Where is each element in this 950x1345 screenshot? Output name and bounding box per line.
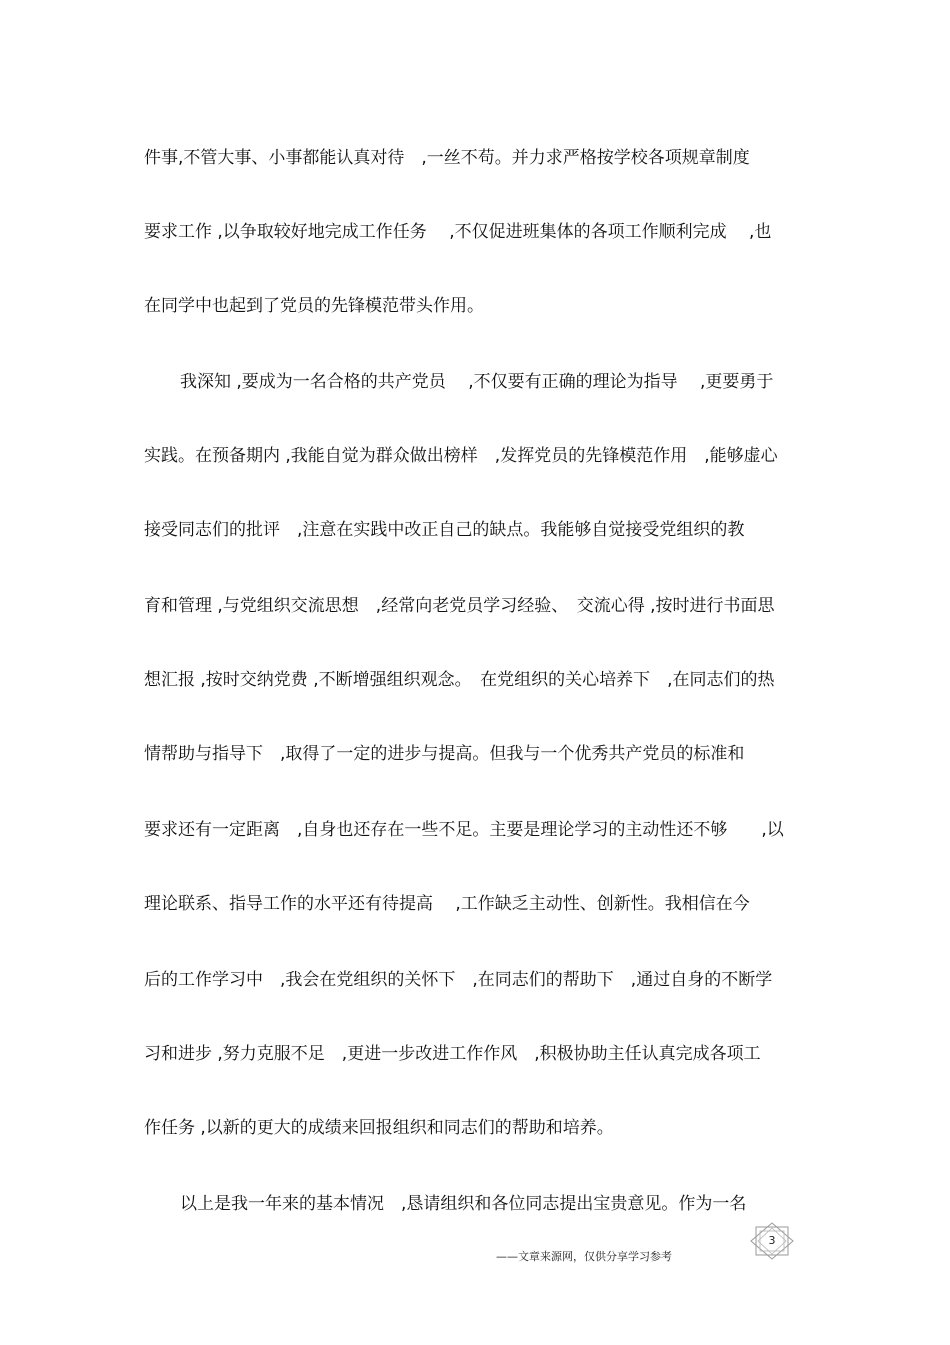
body-line-4: 我深知 ,要成为一名合格的共产党员 ,不仅要有正确的理论为指导 ,更要勇于 [180, 372, 774, 392]
source-note: ——文章来源网，仅供分享学习参考 [496, 1250, 672, 1263]
body-line-14: 作任务 ,以新的更大的成绩来回报组织和同志们的帮助和培养。 [144, 1118, 614, 1138]
body-line-8: 想汇报 ,按时交纳党费 ,不断增强组织观念。 在党组织的关心培养下 ,在同志们的热 [144, 670, 775, 690]
body-line-13: 习和进步 ,努力克服不足 ,更进一步改进工作作风 ,积极协助主任认真完成各项工 [144, 1044, 761, 1064]
body-line-6: 接受同志们的批评 ,注意在实践中改正自己的缺点。我能够自觉接受党组织的教 [144, 520, 745, 540]
body-line-15: 以上是我一年来的基本情况 ,恳请组织和各位同志提出宝贵意见。作为一名 [180, 1194, 747, 1214]
body-line-2: 要求工作 ,以争取较好地完成工作任务 ,不仅促进班集体的各项工作顺利完成 ,也 [144, 222, 772, 242]
page-number: 3 [768, 1234, 776, 1247]
body-line-10: 要求还有一定距离 ,自身也还存在一些不足。主要是理论学习的主动性还不够 ,以 [144, 820, 784, 840]
body-line-7: 育和管理 ,与党组织交流思想 ,经常向老党员学习经验、 交流心得 ,按时进行书面思 [144, 596, 775, 616]
body-line-11: 理论联系、指导工作的水平还有待提高 ,工作缺乏主动性、创新性。我相信在今 [144, 894, 750, 914]
body-line-5: 实践。在预备期内 ,我能自觉为群众做出榜样 ,发挥党员的先锋模范作用 ,能够虚心 [144, 446, 778, 466]
body-line-12: 后的工作学习中 ,我会在党组织的关怀下 ,在同志们的帮助下 ,通过自身的不断学 [144, 970, 773, 990]
page-number-badge [748, 1222, 796, 1260]
body-line-3: 在同学中也起到了党员的先锋模范带头作用。 [144, 296, 484, 316]
body-line-9: 情帮助与指导下 ,取得了一定的进步与提高。但我与一个优秀共产党员的标准和 [144, 744, 745, 764]
body-line-1: 件事,不管大事、小事都能认真对待 ,一丝不苟。并力求严格按学校各项规章制度 [144, 148, 750, 168]
